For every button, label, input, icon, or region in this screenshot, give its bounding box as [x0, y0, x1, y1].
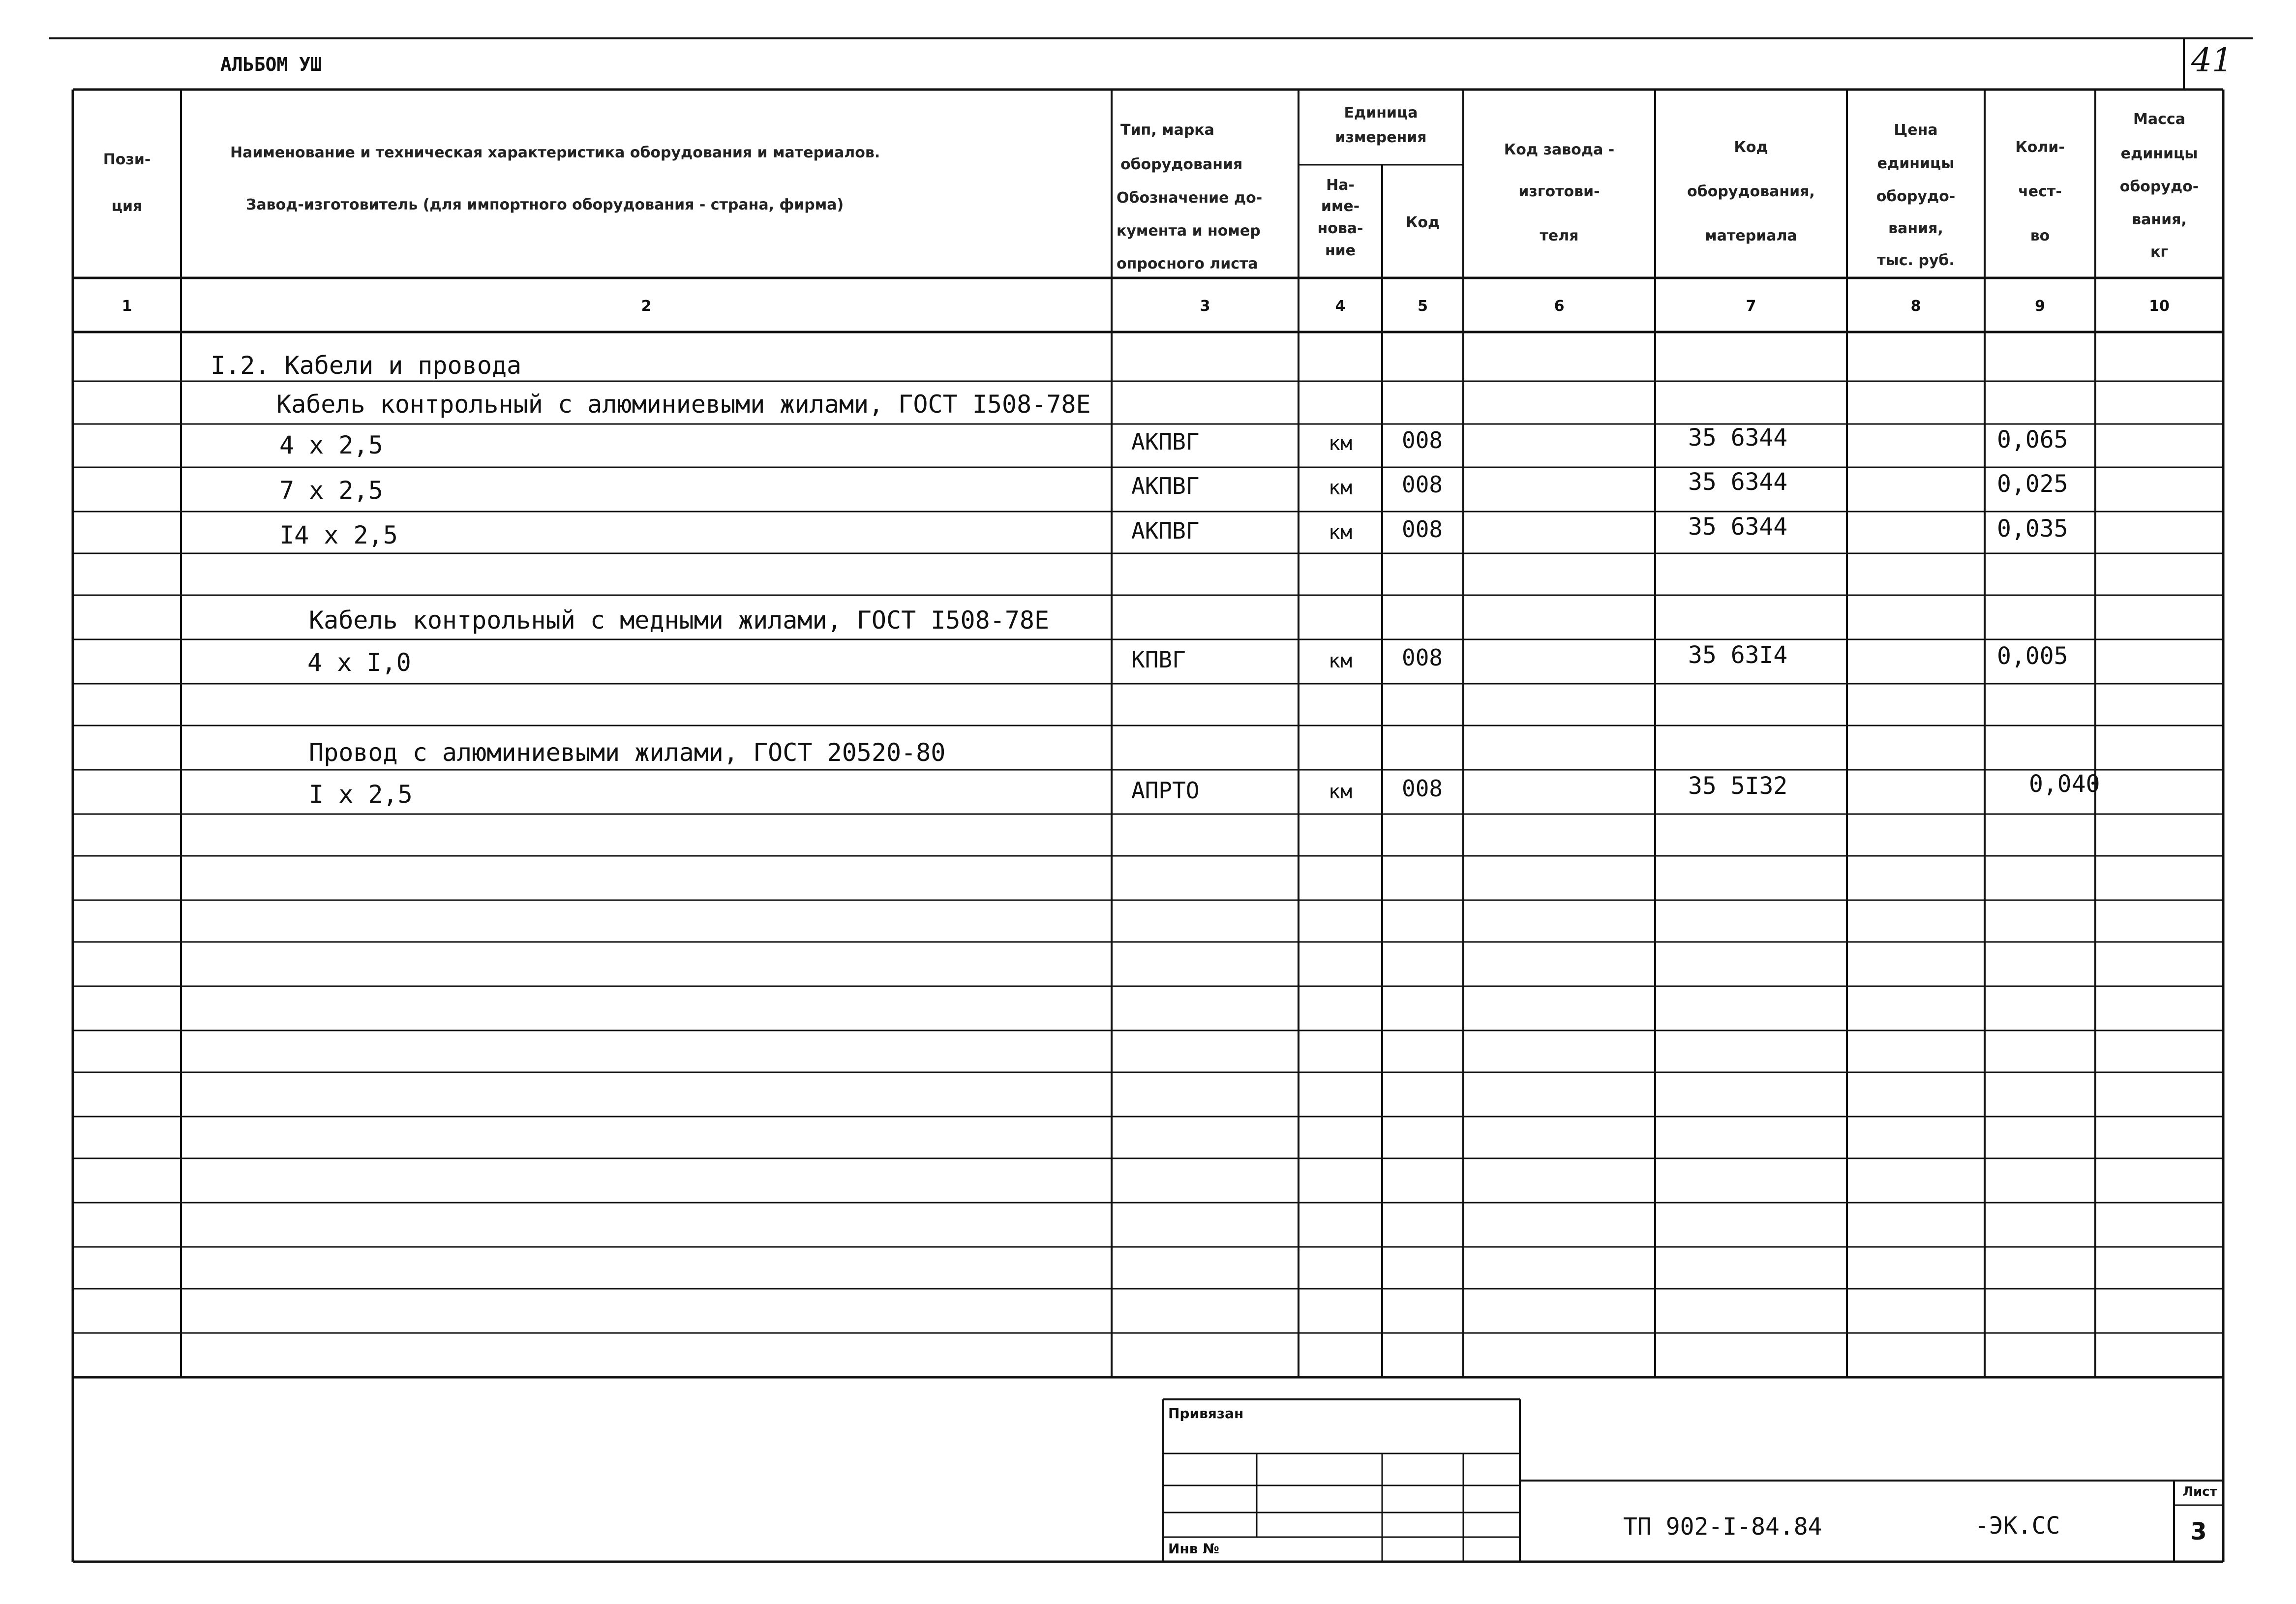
item-quantity: 0,040 — [2029, 770, 2100, 798]
column-number: 3 — [1200, 298, 1210, 315]
item-type: АКПВГ — [1131, 517, 1200, 544]
item-name: 4 х 2,5 — [279, 431, 383, 459]
header-col-5: Код — [1405, 214, 1440, 231]
item-unit: км — [1328, 477, 1353, 499]
column-number: 6 — [1554, 298, 1565, 315]
column-number: 10 — [2149, 298, 2170, 315]
item-unit-code: 008 — [1402, 644, 1443, 671]
item-type: АКПВГ — [1131, 428, 1200, 455]
column-number: 2 — [641, 298, 652, 315]
item-equipment-code: 35 6344 — [1688, 513, 1788, 541]
item-unit: км — [1328, 650, 1353, 672]
item-name: Провод с алюминиевыми жилами, ГОСТ 20520-80 — [309, 738, 946, 767]
item-unit-code: 008 — [1402, 471, 1443, 498]
item-name: Кабель контрольный с медными жилами, ГОСТ I508-78Е — [309, 606, 1050, 635]
item-name: 7 х 2,5 — [279, 476, 383, 505]
item-unit: км — [1328, 781, 1353, 803]
item-type: АПРТО — [1131, 777, 1200, 804]
section-title: I.2. Кабели и провода — [211, 351, 522, 380]
column-number: 4 — [1335, 298, 1346, 315]
item-unit-code: 008 — [1402, 775, 1443, 802]
item-equipment-code: 35 63I4 — [1688, 641, 1788, 669]
item-quantity: 0,005 — [1997, 642, 2068, 670]
stamp-attached-label: Привязан — [1168, 1405, 1244, 1422]
column-number: 8 — [1910, 298, 1921, 315]
document-suffix: -ЭК.СС — [1975, 1512, 2060, 1540]
item-name: I4 х 2,5 — [279, 521, 398, 549]
document-code: ТП 902-I-84.84 — [1623, 1513, 1822, 1541]
item-equipment-code: 35 6344 — [1688, 468, 1788, 496]
item-name: 4 х I,0 — [307, 648, 411, 677]
item-quantity: 0,035 — [1997, 515, 2068, 543]
column-number: 9 — [2035, 298, 2045, 315]
sheet-label: Лист — [2182, 1484, 2217, 1499]
item-unit: км — [1328, 432, 1353, 455]
item-unit-code: 008 — [1402, 516, 1443, 543]
column-number: 7 — [1746, 298, 1756, 315]
column-number: 5 — [1418, 298, 1428, 315]
album-label: АЛЬБОМ УШ — [220, 54, 322, 75]
item-quantity: 0,025 — [1997, 470, 2068, 498]
item-equipment-code: 35 5I32 — [1688, 772, 1788, 800]
item-unit-code: 008 — [1402, 427, 1443, 454]
stamp-inv-no-label: Инв № — [1168, 1541, 1219, 1557]
drawing-sheet: АЛЬБОМ УШ 41 Пози- ция Наименование и техническая характеристика оборудования и материалов. Завод-изготовитель (для импортного оборудования - страна, фирма) Тип, марка оборудования Обозначение до- кумента и номер опросного листа Единица измерения На- име- нова- ние Код Код завода - изготови- теля Код оборудования, материала Цена единицы оборудо- вания, тыс. руб. Коли- чест- во Масса единицы оборудо- вания, кг 1 2 3 4 5 6 7 8 9 10 I.2. Кабели и провода Кабель контрольный с алюминиевыми жилами, ГОСТ I508-78Е 4 х 2,5 АКПВГ км 008 35 6344 0,065 7 х 2,5 АКПВГ км 008 35 6344 0,025 I4 х 2,5 АКПВГ км 008 35 6344 0,035 Кабель контрольный с медными жилами, ГОСТ I508-78Е 4 х I,0 КПВГ км 008 35 63I4 0,005 Провод с алюминиевыми жилами, ГОСТ 20520-80 I х 2,5 АПРТО км 008 35 5I32 0,040 Привязан Инв № ТП 902-I-84.84 -ЭК.СС Лист 3 — [0, 0, 2296, 1604]
item-type: АКПВГ — [1131, 473, 1200, 499]
item-type: КПВГ — [1131, 646, 1186, 673]
column-number: 1 — [121, 298, 132, 315]
item-name: Кабель контрольный с алюминиевыми жилами, ГОСТ I508-78Е — [276, 390, 1091, 419]
sheet-number: 3 — [2190, 1518, 2207, 1545]
item-quantity: 0,065 — [1997, 426, 2068, 454]
item-unit: км — [1328, 521, 1353, 544]
item-equipment-code: 35 6344 — [1688, 424, 1788, 452]
sheet-number-handwritten: 41 — [2191, 41, 2233, 79]
item-name: I х 2,5 — [309, 780, 413, 809]
